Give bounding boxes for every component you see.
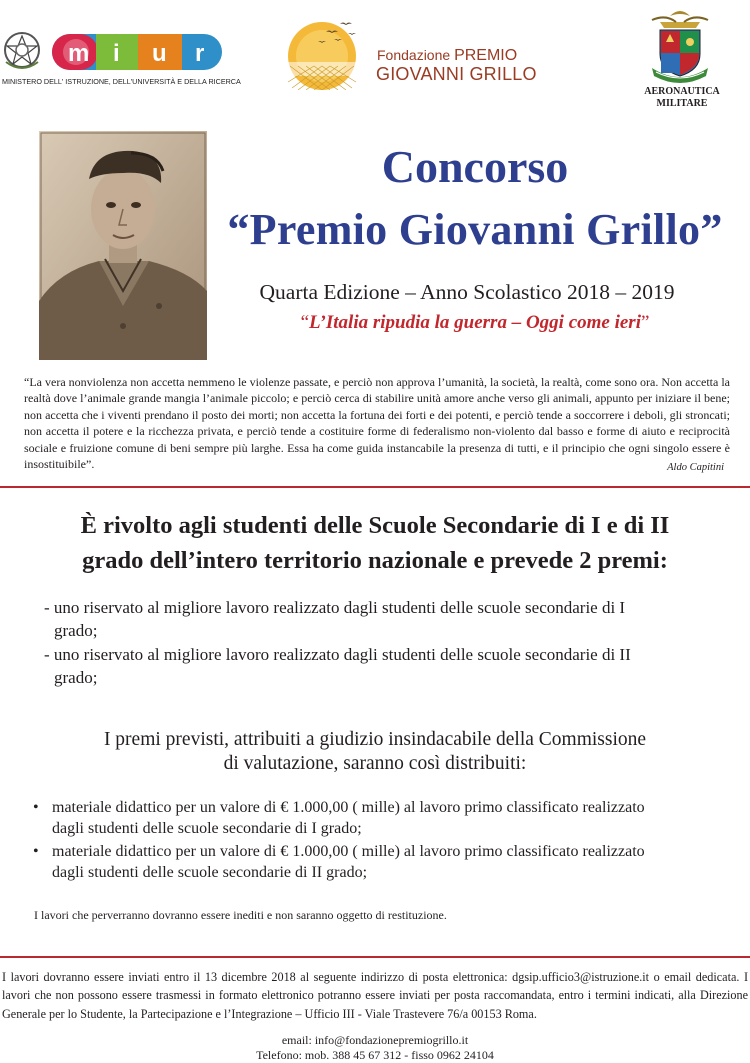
- portrait-photo: [39, 131, 207, 360]
- quote-author: Aldo Capitini: [667, 462, 724, 473]
- award-line1: materiale didattico per un valore di € 1.000,00 ( mille) al lavoro primo classificato realizzato: [52, 843, 645, 860]
- award-bullet: [33, 841, 732, 883]
- originality-note: I lavori che perverranno dovranno essere inediti e non saranno oggetto di restituzione.: [34, 908, 447, 922]
- divider-bottom: [0, 956, 750, 958]
- award-line2: dagli studenti delle scuole secondarie di II grado;: [52, 864, 368, 881]
- distribution-line2: di valutazione, saranno così distribuiti:: [223, 753, 527, 774]
- miur-letter-i: i: [113, 40, 120, 67]
- contact-phone: Telefono: mob. 388 45 67 312 - fisso 0962 24104: [256, 1048, 494, 1062]
- miur-letter-u: u: [152, 40, 167, 67]
- miur-letter-r: r: [195, 40, 205, 67]
- foundation-name-line2: GIOVANNI GRILLO: [376, 64, 537, 84]
- prize-item: [44, 643, 724, 689]
- motto: [220, 312, 730, 334]
- distribution-intro: [50, 728, 700, 776]
- prize-text: - uno riservato al migliore lavoro realizzato dagli studenti delle scuole secondarie di I: [44, 598, 626, 617]
- foundation-name-line1: [377, 47, 517, 65]
- prize-text-cont: grado;: [54, 668, 98, 687]
- award-line1: materiale didattico per un valore di € 1.000,00 ( mille) al lavoro primo classificato realizzato: [52, 799, 645, 816]
- edition-line: Quarta Edizione – Anno Scolastico 2018 – 2019: [259, 280, 675, 304]
- page-title: Concorso: [381, 141, 569, 192]
- award-line2: dagli studenti delle scuole secondarie di I grado;: [52, 820, 362, 837]
- airforce-name-line1: AERONAUTICA: [644, 86, 720, 97]
- foundation-word: Fondazione: [377, 47, 451, 63]
- motto-text: L’Italia ripudia la guerra – Oggi come ieri: [309, 312, 641, 333]
- motto-open-quote: “: [300, 312, 309, 333]
- heading-line1: È rivolto agli studenti delle Scuole Secondarie di I e di II: [80, 512, 670, 539]
- prize-text-cont: grado;: [54, 621, 98, 640]
- premio-word: PREMIO: [454, 47, 518, 64]
- bullet-icon: •: [33, 843, 39, 860]
- prize-item: [44, 596, 724, 642]
- capitini-quote: “La vera nonviolenza non accetta nemmeno le violenze passate, e perciò non approva l’umanità, la società, la realtà, come sono ora. Non accetta la realtà dove l’animale grande mangia l’animale piccolo; e perciò cerca di stabilire unità amore anche verso gli animali, appunto per iniziare il bene; non accetta che i viventi prendano il posto dei morti; non accetta la fortuna dei forti e dei potenti, e perciò tende a soccorrere i deboli, gli stroncati; non accetta il potere e la ricchezza privata, e perciò tende a costituire forme di federalismo non-violento dal basso e forme di aiuto e reciprocità sociale e fruizione comune di beni sempre più larghe. Essa ha come guida instancabile la presenza di tutti, e il principio che ogni singolo essere è insostituibile”.: [24, 375, 730, 472]
- bullet-icon: •: [33, 799, 39, 816]
- airforce-name-line2: MILITARE: [656, 98, 708, 109]
- miur-letter-m: m: [68, 40, 90, 67]
- page-subtitle: “Premio Giovanni Grillo”: [227, 205, 723, 254]
- eligibility-heading: [30, 508, 720, 578]
- motto-close-quote: ”: [640, 312, 650, 333]
- divider-top: [0, 486, 750, 488]
- aeronautica-crest-icon: [646, 4, 714, 84]
- miur-caption: MINISTERO DELL' ISTRUZIONE, DELL'UNIVERSITÀ E DELLA RICERCA: [2, 77, 241, 86]
- italian-republic-emblem-icon: [5, 33, 39, 68]
- submission-instructions: I lavori dovranno essere inviati entro il 13 dicembre 2018 al seguente indirizzo di posta elettronica: dgsip.ufficio3@istruzione.it o email dedicata. I lavori che non possono essere trasmessi in formato elettronico potranno essere inviati per posta raccomandata, entro i termini indicati, alla Direzione Generale per lo Studente, la Partecipazione e l’Integrazione – Ufficio III - Viale Trastevere 76/a 00153 Roma.: [2, 970, 748, 1021]
- distribution-line1: I premi previsti, attribuiti a giudizio insindacabile della Commissione: [103, 729, 647, 750]
- prize-text: - uno riservato al migliore lavoro realizzato dagli studenti delle scuole secondarie di II: [44, 645, 631, 664]
- contact-email[interactable]: email: info@fondazionepremiogrillo.it: [281, 1033, 469, 1047]
- award-bullet: [33, 797, 732, 839]
- heading-line2: grado dell’intero territorio nazionale e prevede 2 premi:: [82, 547, 668, 574]
